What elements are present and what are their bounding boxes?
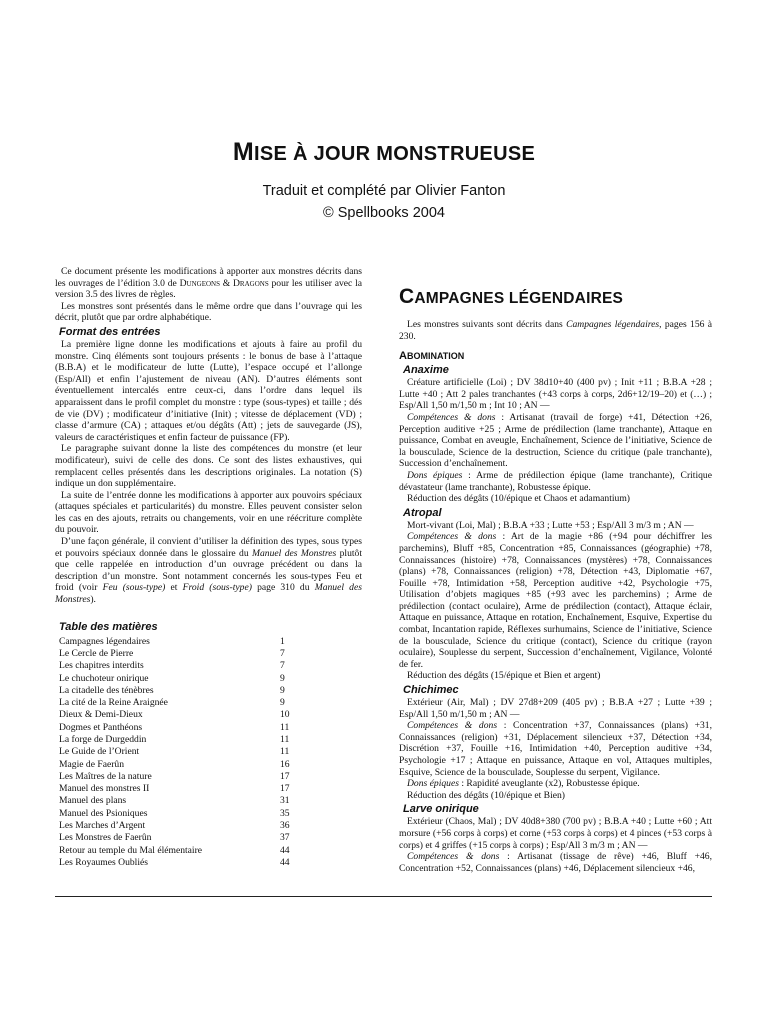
toc-entry-page: 35 [280, 807, 290, 819]
toc-entry-label: Dieux & Demi-Dieux [59, 709, 143, 721]
toc-entry-label: La citadelle des ténèbres [59, 684, 154, 696]
toc-entry [59, 685, 294, 697]
toc-entry [59, 795, 294, 807]
toc-entry [59, 660, 294, 672]
monster-damage-reduction: Réduction des dégâts (10/épique et Chaos et adamantium) [407, 493, 630, 505]
monster-skills: Compétences & dons : Concentration +37, Connaissances (plans) +31, Connaissances (religion) +31, Déplacement silencieux +37, Détection +34, Discrétion +37, Fouille +16, Intimidation +40, Perception auditive +34, Psychologie +17 ; Attaque en puissance, Attaque en vol, Attaques multiples, Esquive, Science de la bousculade, Souplesse du serpent, Vigilance. [399, 720, 712, 778]
toc-entry [59, 734, 294, 746]
toc-entry-page: 1 [280, 635, 285, 647]
monster-name-chichimec: Chichimec [403, 684, 459, 697]
toc-entry [59, 746, 294, 758]
toc-entry [59, 673, 294, 685]
toc-entry-page: 44 [280, 856, 290, 868]
toc-entry-page: 16 [280, 758, 290, 770]
format-paragraph-4: D’une façon générale, il convient d’utiliser la définition des types, sous types et pouvoirs spéciaux donnée dans le glossaire du Manuel des Monstres plutôt que celle rappelée en introduction d’un ouvrage précédent ou dans la description d’un monstre. Sont notamment concernés les sous-types Feu et froid (voir Feu (sous-type) et Froid (sous-type) page 310 du Manuel des Monstres). [55, 536, 363, 606]
toc-entry-page: 31 [280, 795, 290, 807]
toc-entry [59, 820, 294, 832]
toc-entry-page: 9 [280, 672, 285, 684]
toc-entry [59, 857, 294, 869]
toc-entry-label: Manuel des Psioniques [59, 807, 148, 819]
copyright-line: © Spellbooks 2004 [323, 205, 445, 221]
toc-entry-page: 44 [280, 844, 290, 856]
toc-entry-page: 11 [280, 721, 290, 733]
toc-entry-label: Les Maîtres de la nature [59, 770, 152, 782]
toc-entry-label: Campagnes légendaires [59, 635, 150, 647]
monster-epic-feats: Dons épiques : Arme de prédilection épique (lame tranchante), Critique dévastateur (lame tranchante), Robustesse épique. [399, 469, 712, 493]
toc-entry [59, 845, 294, 857]
toc-entry-page: 9 [280, 697, 285, 709]
toc-entry-label: Le chuchoteur onirique [59, 672, 149, 684]
toc-entry-page: 36 [280, 820, 290, 832]
intro-paragraph-1: Ce document présente les modifications à apporter aux monstres décrits dans les ouvrages de l’édition 3.0 de Dungeons & Dragons pour les utiliser avec la version 3.5 des livres de règles. [55, 266, 363, 301]
toc-entry [59, 832, 294, 844]
monster-damage-reduction: Réduction des dégâts (15/épique et Bien et argent) [407, 670, 601, 682]
monster-stats: Extérieur (Chaos, Mal) ; DV 40d8+380 (700 pv) ; B.B.A +40 ; Lutte +60 ; Att morsure (+56 corps à corps) et corne (+53 corps à corps) et 4 pinces (+53 corps à corps) et 4 griffes (+15 corps à corps) ; Esp/All 3 m/3 m ; AN — [399, 816, 712, 851]
monster-stats: Créature artificielle (Loi) ; DV 38d10+40 (400 pv) ; Init +11 ; B.B.A +28 ; Lutte +40 ; Att 2 pales tranchantes (+43 corps à corps, 2d6+12/19–20) et (…) ; Esp/All 1,50 m/1,50 m ; Int 10 ; AN — [399, 377, 712, 412]
toc-entry-page: 37 [280, 832, 290, 844]
toc-entry-label: Manuel des plans [59, 795, 127, 807]
monster-name-atropal: Atropal [403, 506, 442, 519]
table-of-contents [59, 636, 294, 870]
monster-stats: Mort-vivant (Loi, Mal) ; B.B.A +33 ; Lutte +53 ; Esp/All 3 m/3 m ; AN — [407, 519, 694, 531]
toc-entry-page: 7 [280, 660, 285, 672]
toc-entry-label: La forge de Durgeddin [59, 734, 147, 745]
format-heading: Format des entrées [59, 325, 161, 338]
toc-entry-label: Les Monstres de Faerûn [59, 832, 152, 844]
toc-entry [59, 648, 294, 660]
toc-entry-page: 11 [280, 746, 290, 758]
toc-entry-label: Dogmes et Panthéons [59, 721, 143, 733]
toc-entry [59, 783, 294, 795]
toc-entry-label: La cité de la Reine Araignée [59, 697, 168, 709]
subsection-heading: ABOMINATION [399, 350, 465, 363]
monster-skills: Compétences & dons : Artisanat (travail de forge) +41, Détection +26, Perception auditive +25 ; Arme de prédilection (lame tranchante), Attaque en puissance, Combat en aveugle, Enchaînement, Science de l’initiative, Science de la bousculade, Science de la destruction, Science du critique (pale tranchante), Succession d’enchaînement. [399, 411, 712, 470]
toc-entry [59, 709, 294, 721]
section-intro: Les monstres suivants sont décrits dans Campagnes légendaires, pages 156 à 230. [399, 319, 713, 342]
toc-entry-label: Les chapitres interdits [59, 660, 144, 672]
toc-entry-page: 11 [280, 734, 290, 745]
toc-entry [59, 771, 294, 783]
toc-entry-label: Le Guide de l’Orient [59, 746, 140, 758]
toc-entry-page: 17 [280, 770, 290, 782]
toc-entry-page: 17 [280, 783, 290, 795]
toc-entry [59, 759, 294, 771]
monster-skills: Compétences & dons : Artisanat (tissage de rêve) +46, Bluff +46, Concentration +52, Connaissances (plans) +46, Déplacement silencieux +46, [399, 851, 712, 874]
right-column [399, 285, 712, 874]
toc-entry [59, 722, 294, 734]
toc-entry [59, 697, 294, 709]
toc-entry [59, 808, 294, 820]
toc-entry-page: 7 [280, 647, 285, 659]
toc-entry-label: Manuel des monstres II [59, 783, 150, 795]
monster-name-anaxime: Anaxime [403, 364, 449, 377]
format-paragraph-3: La suite de l’entrée donne les modifications à apporter aux pouvoirs spéciaux (attaques spéciales et particularités) du monstre. Elles peuvent consister selon les cas en des ajouts, retraits ou changements, voir en une réécriture complète du pouvoir. [55, 489, 362, 536]
subtitle-block [0, 180, 768, 224]
toc-entry-label: Les Royaumes Oubliés [59, 856, 148, 868]
monster-damage-reduction: Réduction des dégâts (10/épique et Bien) [407, 789, 565, 801]
footer-rule [55, 896, 712, 897]
toc-entry [59, 636, 294, 648]
toc-entry-page: 10 [280, 709, 290, 721]
toc-heading: Table des matières [59, 620, 158, 633]
toc-entry-label: Les Marches d’Argent [59, 820, 146, 832]
monster-epic-feats: Dons épiques : Rapidité aveuglante (x2), Robustesse épique. [407, 778, 640, 790]
toc-entry-label: Magie de Faerûn [59, 758, 125, 770]
page-title: MISE À JOUR MONSTRUEUSE [232, 138, 536, 166]
monster-name-larve-onirique: Larve onirique [403, 803, 479, 816]
monster-skills: Compétences & dons : Art de la magie +86 (+94 pour déchiffrer les parchemins), Bluff +85, Concentration +85, Connaissances (géographie) +78, Connaissances (histoire) +78, Connaissances (mystères) +78, Connaissances (plans) +78, Connaissances (religion) +78, Détection +43, Diplomatie +67, Fouille +78, Intimidation +58, Perception auditive +42, Psychologie +75, Utilisation d’objets magiques +85 (+93 avec les parchemins) ; Arme de prédilection (contact oculaire), Arme de prédilection (contact), Attaque éclair, Attaque en puissance, Attaque en rotation, Enchaînement, Esquive, Expertise du combat, Incantation rapide, Réflexes surhumains, Science de l’initiative, Science de la bousculade, Science du critique (contact), Science du critique (rayon oculaire), Souplesse du serpent, Succession d’enchaînement, Vigilance, Volonté de fer. [399, 531, 712, 670]
intro-paragraph-2: Les monstres sont présentés dans le même ordre que dans l’ouvrage qui les décrit, plutôt que par ordre alphabétique. [55, 300, 362, 324]
format-paragraph-1: La première ligne donne les modifications et ajouts à faire au profil du monstre. Cinq éléments sont toujours présents : le bonus de base à l’attaque (B.B.A) et le modificateur de lutte (Lutte), l’espace occupé et l’allonge (Esp/All) et enfin l’ajustement de niveau (AN). D’autres éléments sont éventuellement intercalés entre ceux-ci, dans l’ordre dans lequel ils apparaissent dans le profil complet du monstre : type (sous-types) et taille ; dés de vie (DV) ; modificateur d’initiative (Init) ; vitesse de déplacement (VD) ; classe d’armure (CA) ; attaques et/ou dégâts (Att) ; jets de sauvegarde (JS), valeurs de caractéristiques et enfin facteur de puissance (FP). [55, 338, 362, 443]
toc-entry-label: Retour au temple du Mal élémentaire [59, 844, 203, 856]
toc-entry-label: Le Cercle de Pierre [59, 647, 134, 659]
translator-credit: Traduit et complété par Olivier Fanton [262, 183, 506, 199]
toc-entry-page: 9 [280, 684, 285, 696]
section-heading: CAMPAGNES LÉGENDAIRES [399, 285, 624, 308]
monster-stats: Extérieur (Air, Mal) ; DV 27d8+209 (405 pv) ; B.B.A +27 ; Lutte +39 ; Esp/All 1,50 m/1,50 m ; AN — [399, 697, 712, 720]
left-column [55, 266, 362, 869]
format-paragraph-2: Le paragraphe suivant donne la liste des compétences du monstre (et leur modificateur), suivi de celle des dons. Ce sont des listes exhaustives, qui remplacent celles présentés dans les descriptions originales. La notation (S) indique un don supplémentaire. [55, 443, 362, 490]
